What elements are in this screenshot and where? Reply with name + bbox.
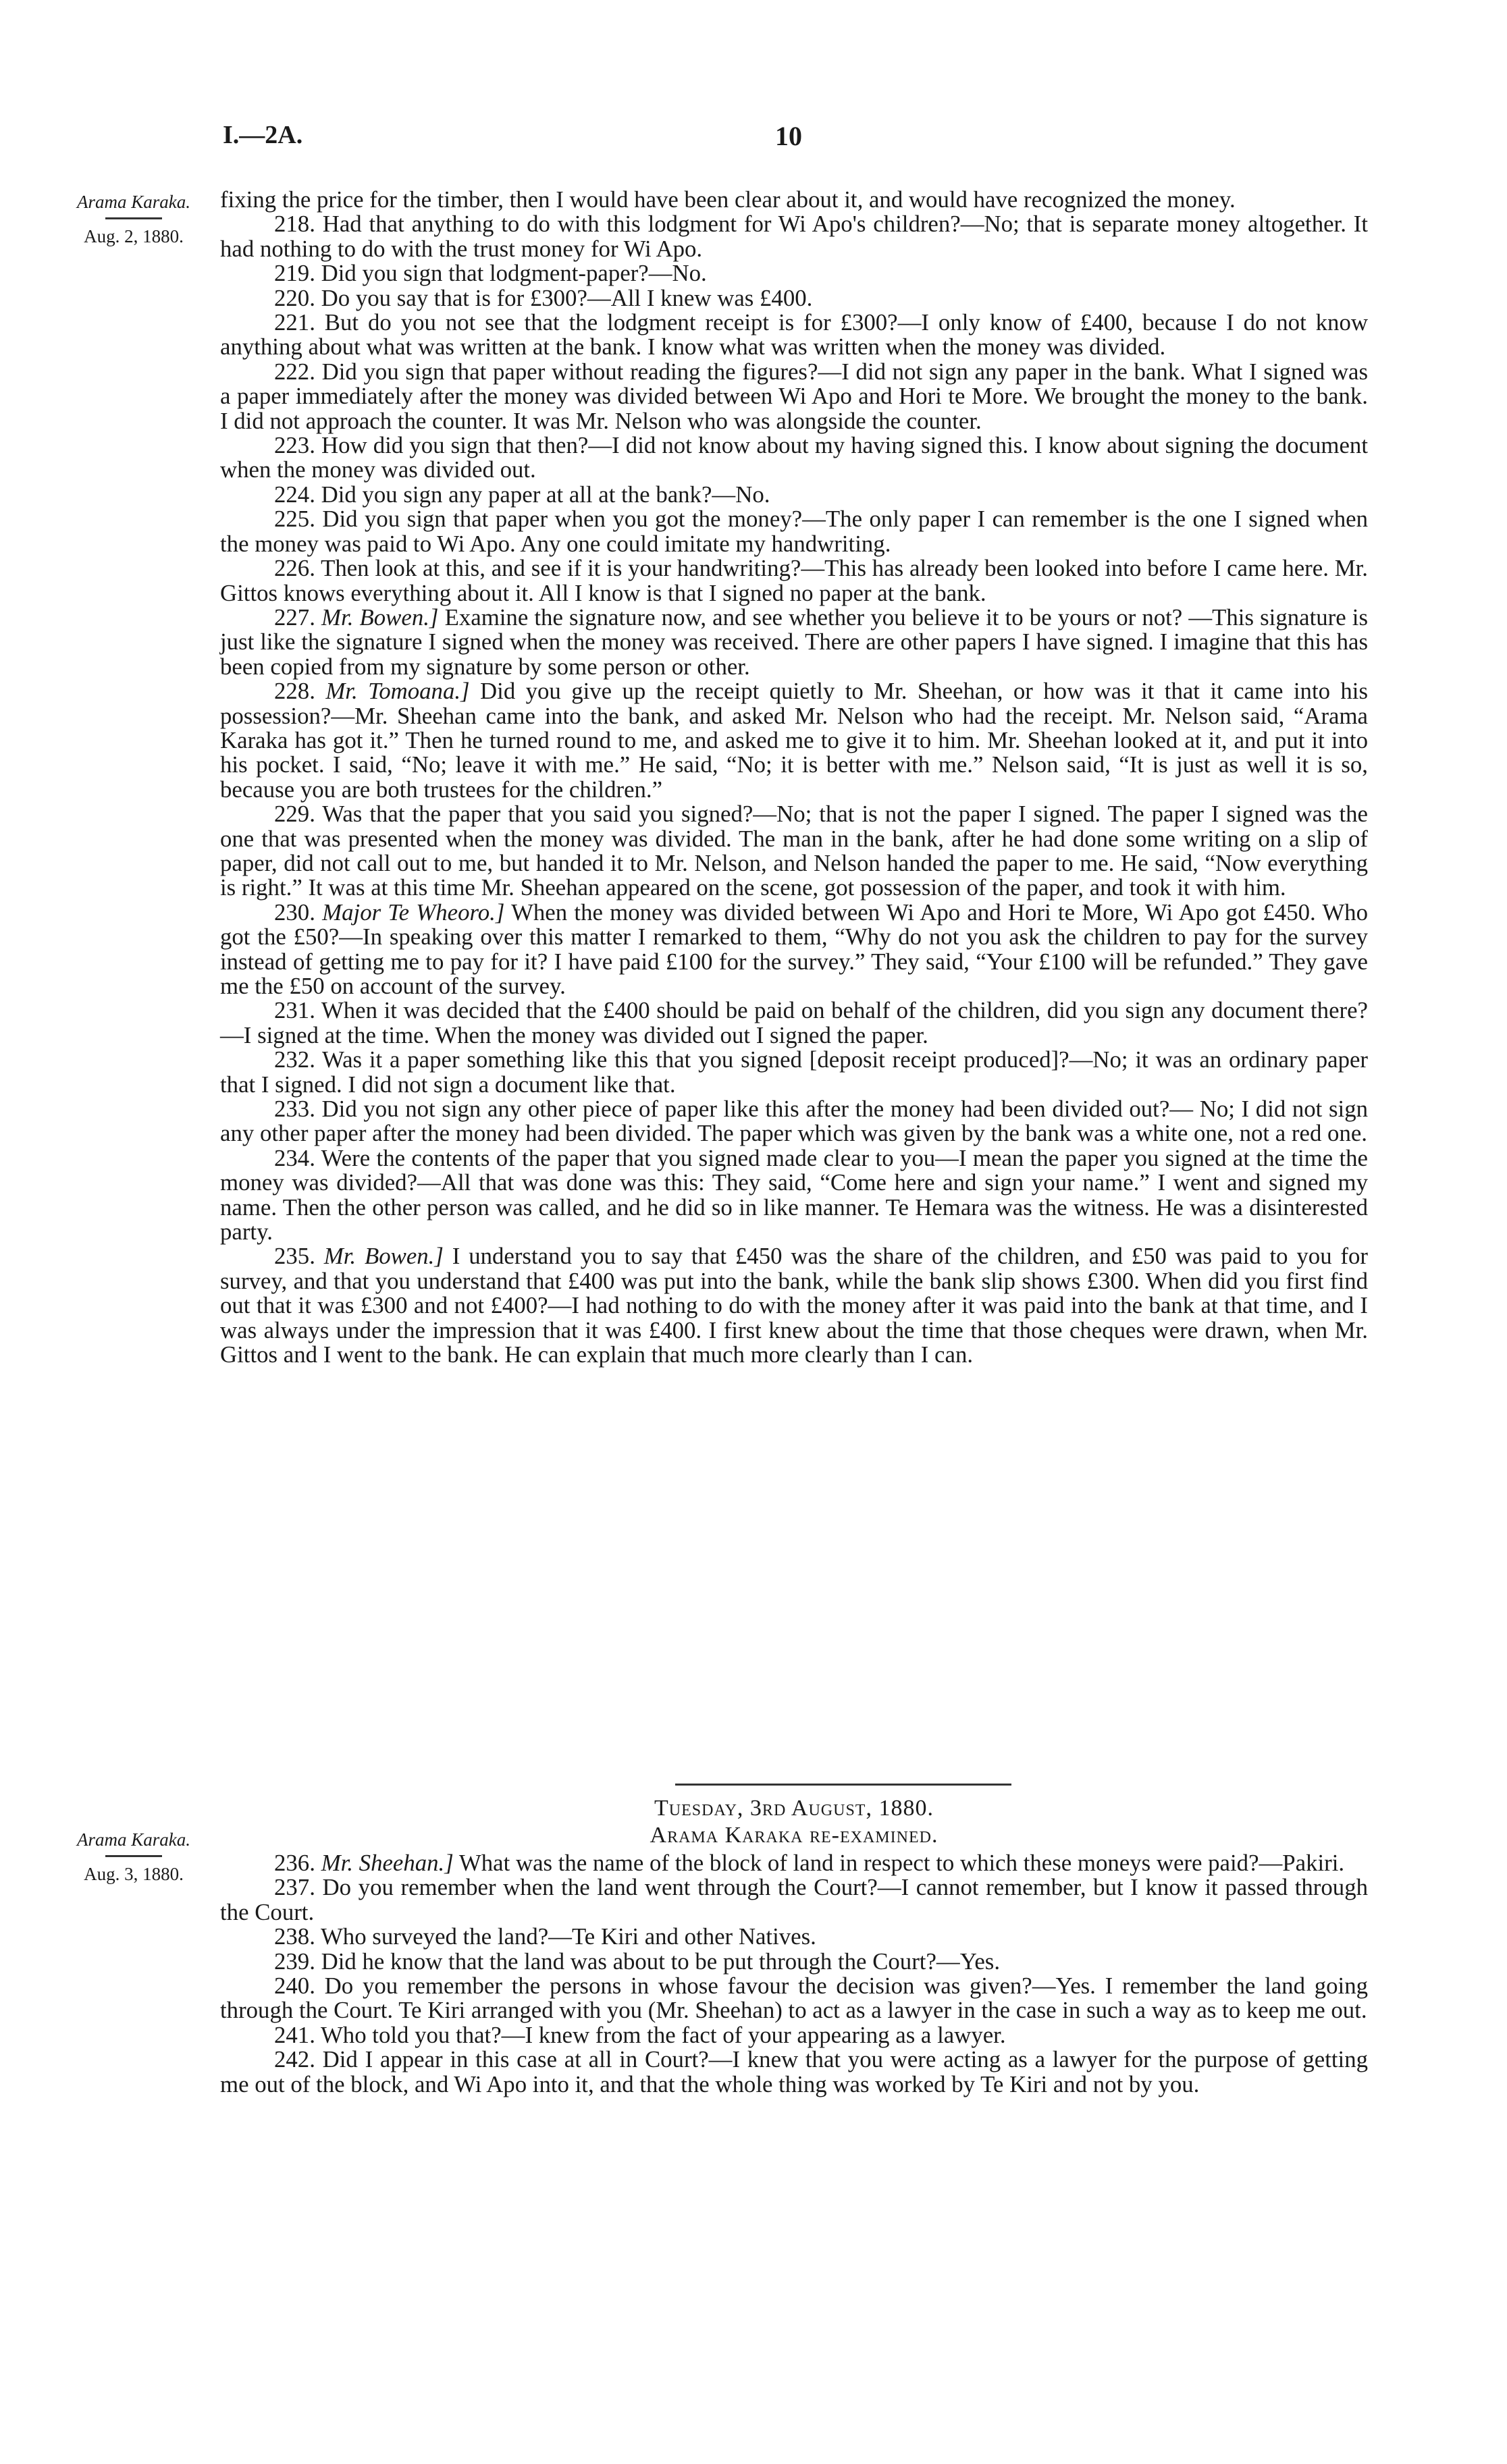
paragraph-223: 223. How did you sign that then?—I did not know about my having signed this. I know about signing the document when the money was divided out. [220, 432, 1368, 483]
document-reference: I.—2A. [223, 121, 303, 149]
testimony-text: I understand you to say that £450 was the share of the children, and £50 was paid to you for survey, and that you understand that £400 was put into the bank, while the bank slip shows £300. When did you first find out that it was £300 and not £400?—I had nothing to do with the money after it was paid into the bank at that time, and I was always under the impression that it was £400. I first knew about the time that those cheques were drawn, when Mr. Gittos and I went to the bank. He can explain that much more clearly than I can. [220, 1243, 1369, 1368]
testimony-section-2 [220, 1851, 1368, 2097]
paragraph-220: 220. Do you say that is for £300?—All I knew was £400. [274, 284, 813, 311]
paragraph-224: 224. Did you sign any paper at all at the bank?—No. [274, 481, 770, 508]
paragraph-231: 231. When it was decided that the £400 should be paid on behalf of the children, did you sign any document there?—I signed at the time. When the money was divided out I signed the paper. [220, 997, 1368, 1048]
margin-note-first [53, 190, 215, 248]
paragraph-236 [220, 1851, 1368, 1875]
question-number: 230. [274, 899, 315, 926]
paragraph-234: 234. Were the contents of the paper that you signed made clear to you—I mean the paper you signed at the time the money was divided?—All that was done was this: They said, “Come here and sign your name.” I went and signed my name. Then the other person was called, and he did so in like manner. Te Hemara was the witness. He was a disinterested party. [220, 1144, 1368, 1246]
testimony-text: Did you give up the receipt quietly to Mr. Sheehan, or how was it that it came into his possession?—Mr. Sheehan came into the bank, and asked Mr. Nelson who had the receipt. Mr. Nelson said, “Arama Karaka has got it.” Then he turned round to me, and asked me to give it to him. Mr. Sheehan looked at it, and put it into his pocket. I said, “No; leave it with me.” He said, “No; it is better with me.” Nelson said, “It is just as well it is so, because you are both trustees for the children.” [220, 678, 1369, 803]
page-header [0, 120, 1507, 161]
paragraph-235 [220, 1244, 1368, 1367]
margin-note-second [53, 1828, 215, 1885]
speaker: Mr. Sheehan.] [321, 1850, 454, 1876]
margin-note-divider [105, 217, 162, 219]
paragraph-226: 226. Then look at this, and see if it is your handwriting?—This has already been looked into before I came here. Mr. Gittos knows everything about it. All I know is that I signed no paper at the bank. [220, 555, 1368, 606]
paragraph-233: 233. Did you not sign any other piece of paper like this after the money had been divided out?— No; I did not sign any other paper after the money had been divided. The paper which was given by the bank was a white one, not a red one. [220, 1096, 1368, 1147]
speaker: Mr. Bowen.] [321, 604, 439, 631]
margin-note-divider [105, 1855, 162, 1857]
question-number: 236. [274, 1850, 315, 1876]
paragraph-221: 221. But do you not see that the lodgment receipt is for £300?—I only know of £400, because I do not know anything about what was written at the bank. I know what was written when the money was divided. [220, 309, 1368, 360]
question-number: 227. [274, 604, 315, 631]
testimony-text: What was the name of the block of land in respect to which these moneys were paid?—Pakiri. [458, 1850, 1345, 1876]
testimony-text: When the money was divided between Wi Apo and Hori te More, Wi Apo got £450. Who got the £50?—In speaking over this matter I remarked to them, “Why do not you ask the children to pay for the survey instead of getting me to pay for it? I have paid £100 for the survey.” They said, “Your £100 will be refunded.” They gave me the £50 on account of the survey. [220, 899, 1368, 999]
paragraph-232: 232. Was it a paper something like this that you signed [deposit receipt produced]?—No; it was an ordinary paper that I signed. I did not sign a document like that. [220, 1046, 1368, 1098]
speaker: Major Te Wheoro.] [322, 899, 505, 926]
paragraph-241: 241. Who told you that?—I knew from the fact of your appearing as a lawyer. [274, 2021, 1006, 2048]
paragraph-227 [220, 606, 1368, 679]
question-number: 228. [274, 678, 315, 705]
paragraph-230 [220, 901, 1368, 999]
paragraph-240: 240. Do you remember the persons in whose favour the decision was given?—Yes. I remember the land going through the Court. Te Kiri arranged with you (Mr. Sheehan) to act as a lawyer in the case in such a way as to keep me out. [220, 1973, 1368, 2024]
witness-heading: Arama Karaka re-examined. [650, 1823, 938, 1848]
speaker: Mr. Tomoana.] [325, 678, 470, 705]
section-divider [675, 1784, 1011, 1786]
paragraph-228 [220, 679, 1368, 802]
margin-note-witness: Arama Karaka. [77, 1829, 190, 1850]
paragraph: fixing the price for the timber, then I would have been clear about it, and would have recognized the money. [220, 186, 1236, 213]
question-number: 235. [274, 1243, 315, 1270]
paragraph-222: 222. Did you sign that paper without reading the figures?—I did not sign any paper in the bank. What I signed was a paper immediately after the money was divided between Wi Apo and Hori te More. We brought the money to the bank. I did not approach the counter. It was Mr. Nelson who was alongside the counter. [220, 358, 1368, 434]
page-number: 10 [775, 121, 802, 151]
paragraph-239: 239. Did he know that the land was about to be put through the Court?—Yes. [274, 1948, 1001, 1975]
paragraph-238: 238. Who surveyed the land?—Te Kiri and other Natives. [274, 1923, 816, 1950]
paragraph-229: 229. Was that the paper that you said you signed?—No; that is not the paper I signed. The paper I signed was the one that was presented when the money was divided. The man in the bank, after he had done some writing on a slip of paper, did not call out to me, but handed it to Mr. Nelson, and Nelson handed the paper to me. He said, “Now everything is right.” It was at this time Mr. Sheehan appeared on the scene, got possession of the paper, and took it with him. [220, 801, 1368, 901]
paragraph-242: 242. Did I appear in this case at all in Court?—I knew that you were acting as a lawyer for the purpose of getting me out of the block, and Wi Apo into it, and that the whole thing was worked by Te Kiri and not by you. [220, 2046, 1368, 2097]
speaker: Mr. Bowen.] [323, 1243, 444, 1270]
paragraph-237: 237. Do you remember when the land went through the Court?—I cannot remember, but I know it passed through the Court. [220, 1874, 1368, 1925]
margin-note-date: Aug. 2, 1880. [84, 226, 184, 246]
testimony-text: Examine the signature now, and see whether you believe it to be yours or not? —This signature is just like the signature I signed when the money was received. There are other papers I have signed. I imagine that this has been copied from my signature by some person or other. [220, 604, 1368, 680]
day-heading: Tuesday, 3rd August, 1880. [654, 1796, 934, 1821]
paragraph-218: 218. Had that anything to do with this lodgment for Wi Apo's children?—No; that is separate money altogether. It had nothing to do with the trust money for Wi Apo. [220, 211, 1368, 262]
paragraph-225: 225. Did you sign that paper when you got the money?—The only paper I can remember is the one I signed when the money was paid to Wi Apo. Any one could imitate my handwriting. [220, 506, 1368, 557]
margin-note-date: Aug. 3, 1880. [84, 1864, 184, 1884]
paragraph-219: 219. Did you sign that lodgment-paper?—No. [274, 260, 707, 287]
margin-note-witness: Arama Karaka. [77, 192, 190, 212]
testimony-section-1 [220, 188, 1368, 1368]
